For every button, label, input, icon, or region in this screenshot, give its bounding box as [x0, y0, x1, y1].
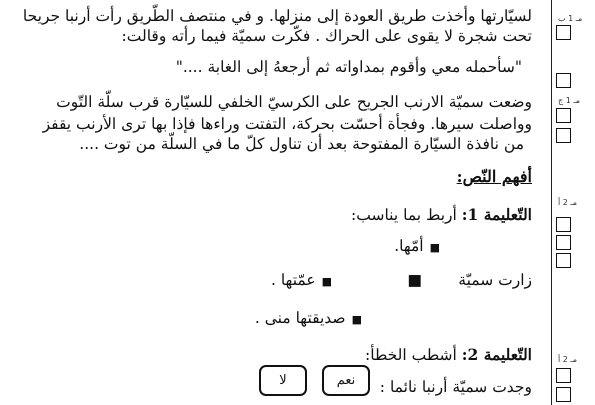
story-line: وواصلت سيرها. وفجأة أحسّت بحركة، التفتت وراءها فإذا بها ترى الأرنب يقفز [42, 115, 532, 133]
grade-box[interactable] [556, 25, 571, 40]
criterion-label: مـ 2 أ [558, 198, 578, 207]
criterion-label: مـ 2 أ [558, 355, 578, 364]
option-item: ■عمّتها . [270, 271, 332, 289]
section-heading: أفهم النّص: [456, 167, 532, 186]
grade-box[interactable] [556, 235, 571, 250]
instruction-2 [70, 345, 532, 365]
option-item: ■أمّها. [394, 237, 440, 255]
bullet-icon: ■ [407, 271, 422, 289]
margin-line [551, 0, 552, 405]
bullet-icon: ■ [429, 241, 440, 254]
grade-box[interactable] [556, 128, 571, 143]
grade-box[interactable] [556, 253, 571, 268]
grade-box[interactable] [556, 368, 571, 383]
instruction-label: التّعليمة 1: [461, 205, 532, 224]
instruction-text: أشطب الخطأ: [365, 346, 457, 364]
instruction-label: التّعليمة 2: [461, 345, 532, 364]
instruction-text: أربط بما يناسب: [351, 206, 457, 224]
bullet-icon: ■ [351, 313, 362, 326]
grade-box[interactable] [556, 387, 571, 402]
option-item: ■صديقتها منى . [254, 309, 362, 327]
grading-margin [538, 0, 595, 405]
instruction-1 [70, 205, 532, 225]
no-option-box[interactable]: لا [259, 365, 307, 396]
criterion-label: مـ 1 ب [558, 14, 583, 23]
story-line: من نافذة السيّارة المفتوحة بعد أن تناول كلّ ما في السلّة من توت .... [79, 135, 524, 153]
grade-box[interactable] [556, 108, 571, 123]
story-line: تحت شجرة لا يقوى على الحراك . فكّرت سميّة فيما رأته وقالت: [121, 27, 532, 45]
bullet-icon: ■ [321, 275, 332, 288]
story-line: وضعت سميّة الارنب الجريح على الكرسيّ الخلفي للسيّارة قرب سلّة التّوت [56, 93, 532, 111]
quote-line: "سأحمله معي وأقوم بمداواته ثم أرجعهُ إلى الغابة ...." [175, 58, 522, 76]
question-sentence: وجدت سميّة أرنبا نائما : [379, 378, 532, 396]
story-line: لسيّارتها وأخذت طريق العودة إلى منزلها. و في منتصف الطّريق رأت أرنبا جريحا [22, 7, 532, 25]
yes-option-box[interactable]: نعم [322, 365, 370, 396]
grade-box[interactable] [556, 217, 571, 232]
match-left-item: زارت سميّة [458, 271, 532, 289]
criterion-label: مـ 1 ج [558, 96, 580, 105]
grade-box[interactable] [556, 73, 571, 88]
